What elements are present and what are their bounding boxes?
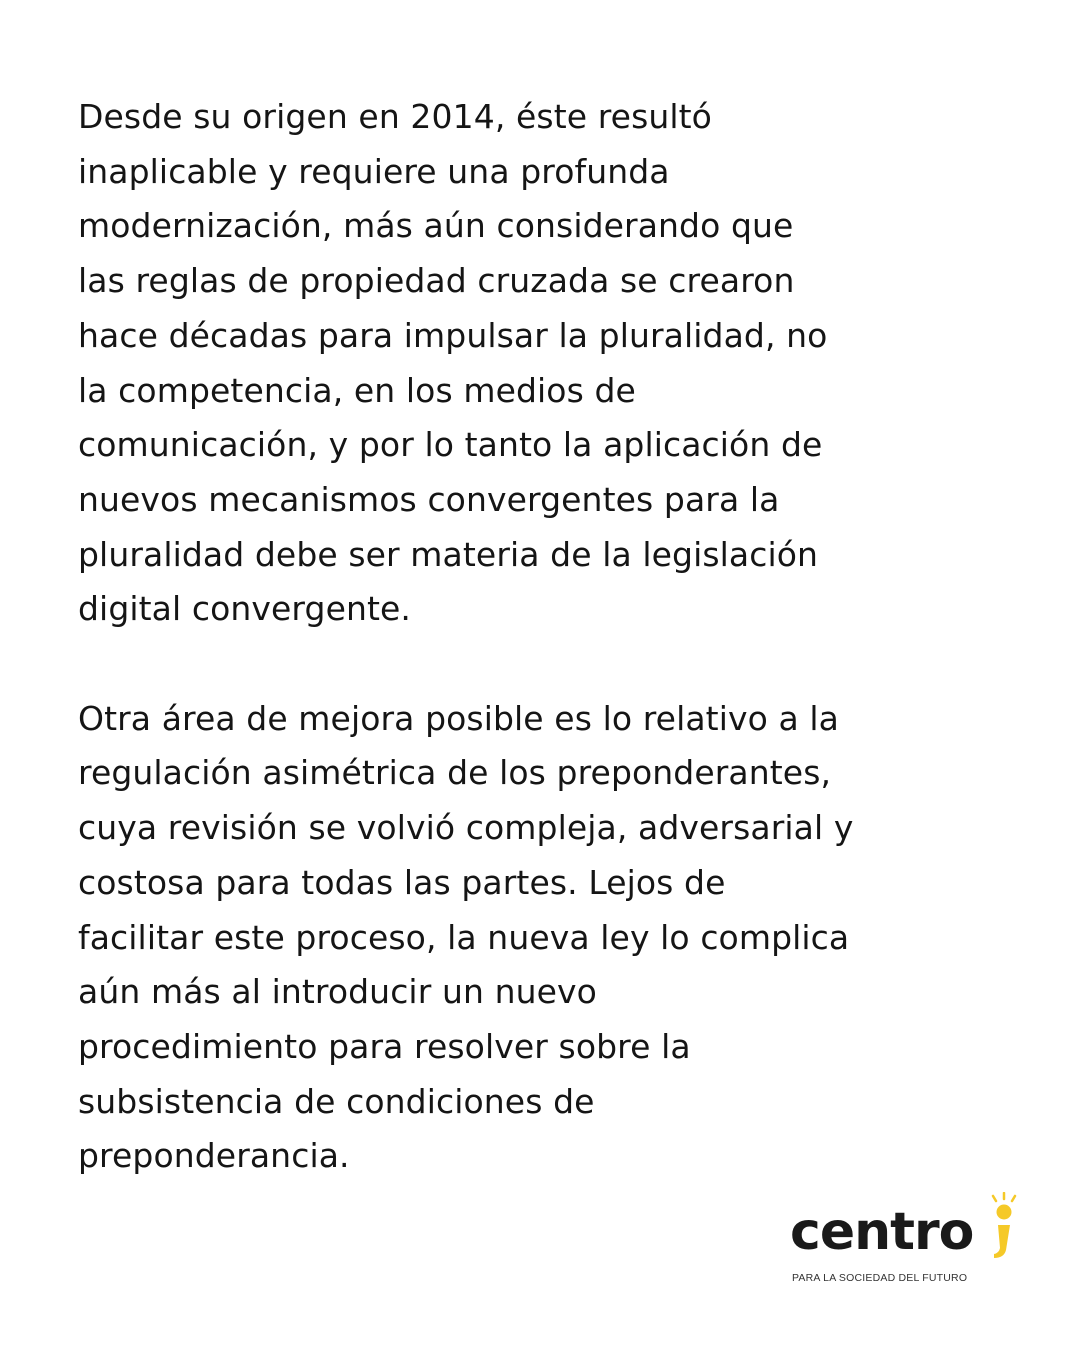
text-line: pluralidad debe ser materia de la legislación <box>78 534 819 574</box>
text-line: las reglas de propiedad cruzada se crearon <box>78 261 795 301</box>
text-line: subsistencia de condiciones de <box>78 1081 595 1121</box>
text-line: nuevos mecanismos convergentes para la <box>78 479 780 519</box>
text-line: costosa para todas las partes. Lejos de <box>78 862 726 902</box>
text-line: aún más al introducir un nuevo <box>78 972 597 1012</box>
article-body <box>78 90 1018 1184</box>
logo-tagline: PARA LA SOCIEDAD DEL FUTURO <box>792 1272 968 1284</box>
text-line: cuya revisión se volvió compleja, adversarial y <box>78 808 854 848</box>
text-line: comunicación, y por lo tanto la aplicación de <box>78 425 823 465</box>
lightbulb-i-icon <box>984 1192 1024 1272</box>
text-line: la competencia, en los medios de <box>78 370 636 410</box>
paragraph-1 <box>78 90 1018 637</box>
text-line: Desde su origen en 2014, éste resultó <box>78 97 712 136</box>
centro-i-logo <box>788 1192 1020 1292</box>
text-line: procedimiento para resolver sobre la <box>78 1026 691 1066</box>
paragraph-2 <box>78 692 1018 1184</box>
text-line: modernización, más aún considerando que <box>78 206 794 246</box>
text-line: regulación asimétrica de los preponderantes, <box>78 753 832 793</box>
text-line: inaplicable y requiere una profunda <box>78 151 670 191</box>
text-line: hace décadas para impulsar la pluralidad, no <box>78 315 828 355</box>
text-line: digital convergente. <box>78 589 412 629</box>
text-line: Otra área de mejora posible es lo relativo a la <box>78 698 839 738</box>
text-line: preponderancia. <box>78 1136 350 1176</box>
logo-wordmark: centro <box>790 1202 974 1262</box>
paragraph-gap <box>78 637 1018 692</box>
text-line: facilitar este proceso, la nueva ley lo complica <box>78 917 850 957</box>
